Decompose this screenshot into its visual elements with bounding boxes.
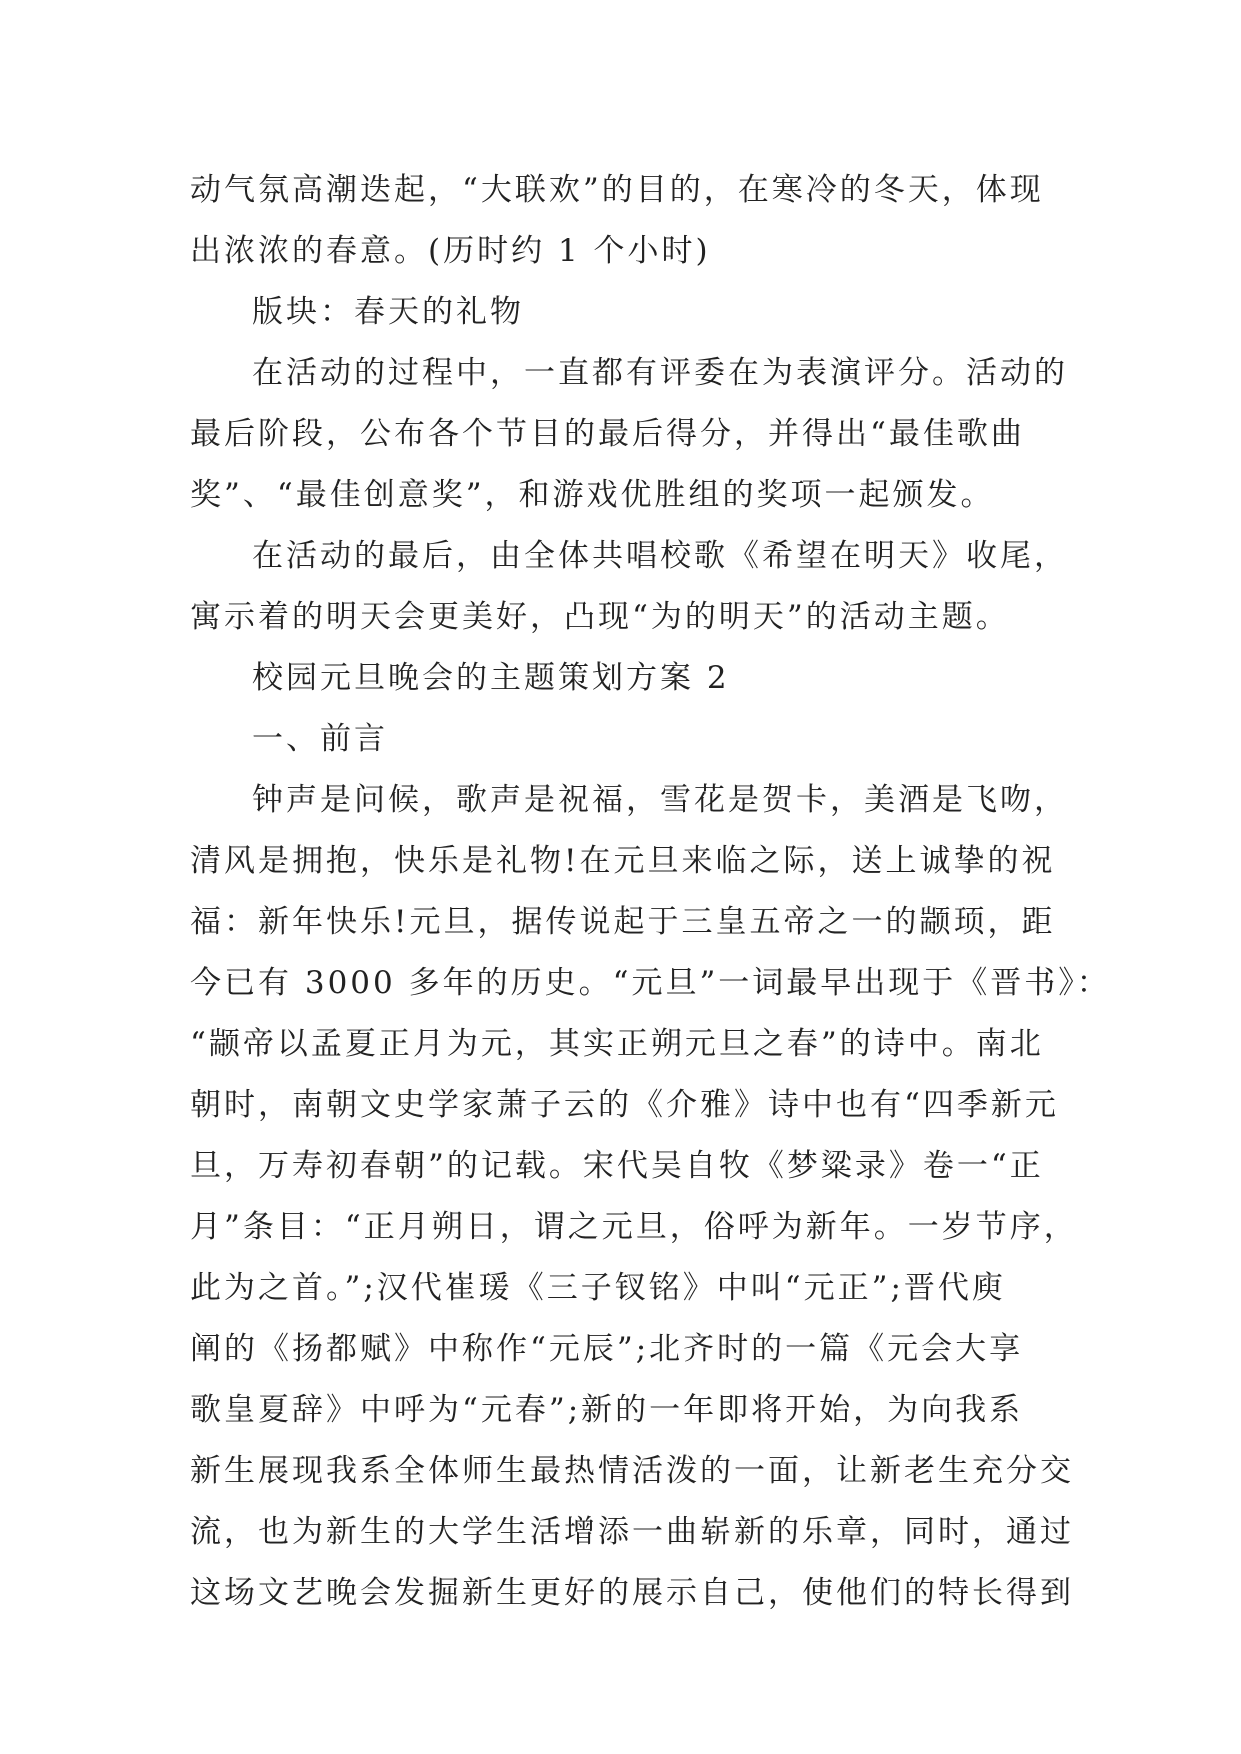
document-text-line: 寓示着的明天会更美好，凸现“为的明天”的活动主题。 — [190, 599, 1010, 635]
document-text-line: 流，也为新生的大学生活增添一曲崭新的乐章，同时，通过 — [190, 1514, 1074, 1550]
document-text-line: 旦，万寿初春朝”的记载。宋代吴自牧《梦粱录》卷一“正 — [190, 1148, 1044, 1184]
document-body — [190, 160, 1111, 1624]
document-text-line: 福：新年快乐!元旦，据传说起于三皇五帝之一的颛顼，距 — [190, 904, 1056, 940]
document-text-line: 新生展现我系全体师生最热情活泼的一面，让新老生充分交 — [190, 1453, 1074, 1489]
document-text-line: 此为之首。”;汉代崔瑗《三子钗铭》中叫“元正”;晋代庾 — [190, 1270, 1006, 1306]
document-text-line: 一、前言 — [252, 721, 388, 757]
document-text-line: 在活动的过程中，一直都有评委在为表演评分。活动的 — [252, 355, 1068, 391]
document-text-line: 阐的《扬都赋》中称作“元辰”;北齐时的一篇《元会大享 — [190, 1331, 1024, 1367]
document-text-line: 这场文艺晚会发掘新生更好的展示自己，使他们的特长得到 — [190, 1575, 1074, 1611]
document-text-line: “颛帝以孟夏正月为元，其实正朔元旦之春”的诗中。南北 — [190, 1026, 1044, 1062]
document-text-line: 钟声是问候，歌声是祝福，雪花是贺卡，美酒是飞吻， — [252, 782, 1068, 818]
document-text-line: 动气氛高潮迭起，“大联欢”的目的，在寒冷的冬天，体现 — [190, 172, 1044, 208]
document-text-line: 清风是拥抱，快乐是礼物!在元旦来临之际，送上诚挚的祝 — [190, 843, 1056, 879]
document-text-line: 今已有 3000 多年的历史。“元旦”一词最早出现于《晋书》： — [190, 965, 1111, 1001]
document-text-line: 出浓浓的春意。(历时约 1 个小时) — [190, 233, 711, 269]
document-text-line: 版块：春天的礼物 — [252, 294, 524, 330]
document-text-line: 最后阶段，公布各个节目的最后得分，并得出“最佳歌曲 — [190, 416, 1025, 452]
document-text-line: 朝时，南朝文史学家萧子云的《介雅》诗中也有“四季新元 — [190, 1087, 1059, 1123]
document-text-line: 歌皇夏辞》中呼为“元春”;新的一年即将开始，为向我系 — [190, 1392, 1024, 1428]
document-text-line: 奖”、“最佳创意奖”，和游戏优胜组的奖项一起颁发。 — [190, 477, 995, 513]
document-text-line: 校园元旦晚会的主题策划方案 2 — [252, 660, 730, 696]
document-text-line: 月”条目：“正月朔日，谓之元旦，俗呼为新年。一岁节序， — [190, 1209, 1078, 1245]
document-text-line: 在活动的最后，由全体共唱校歌《希望在明天》收尾， — [252, 538, 1068, 574]
